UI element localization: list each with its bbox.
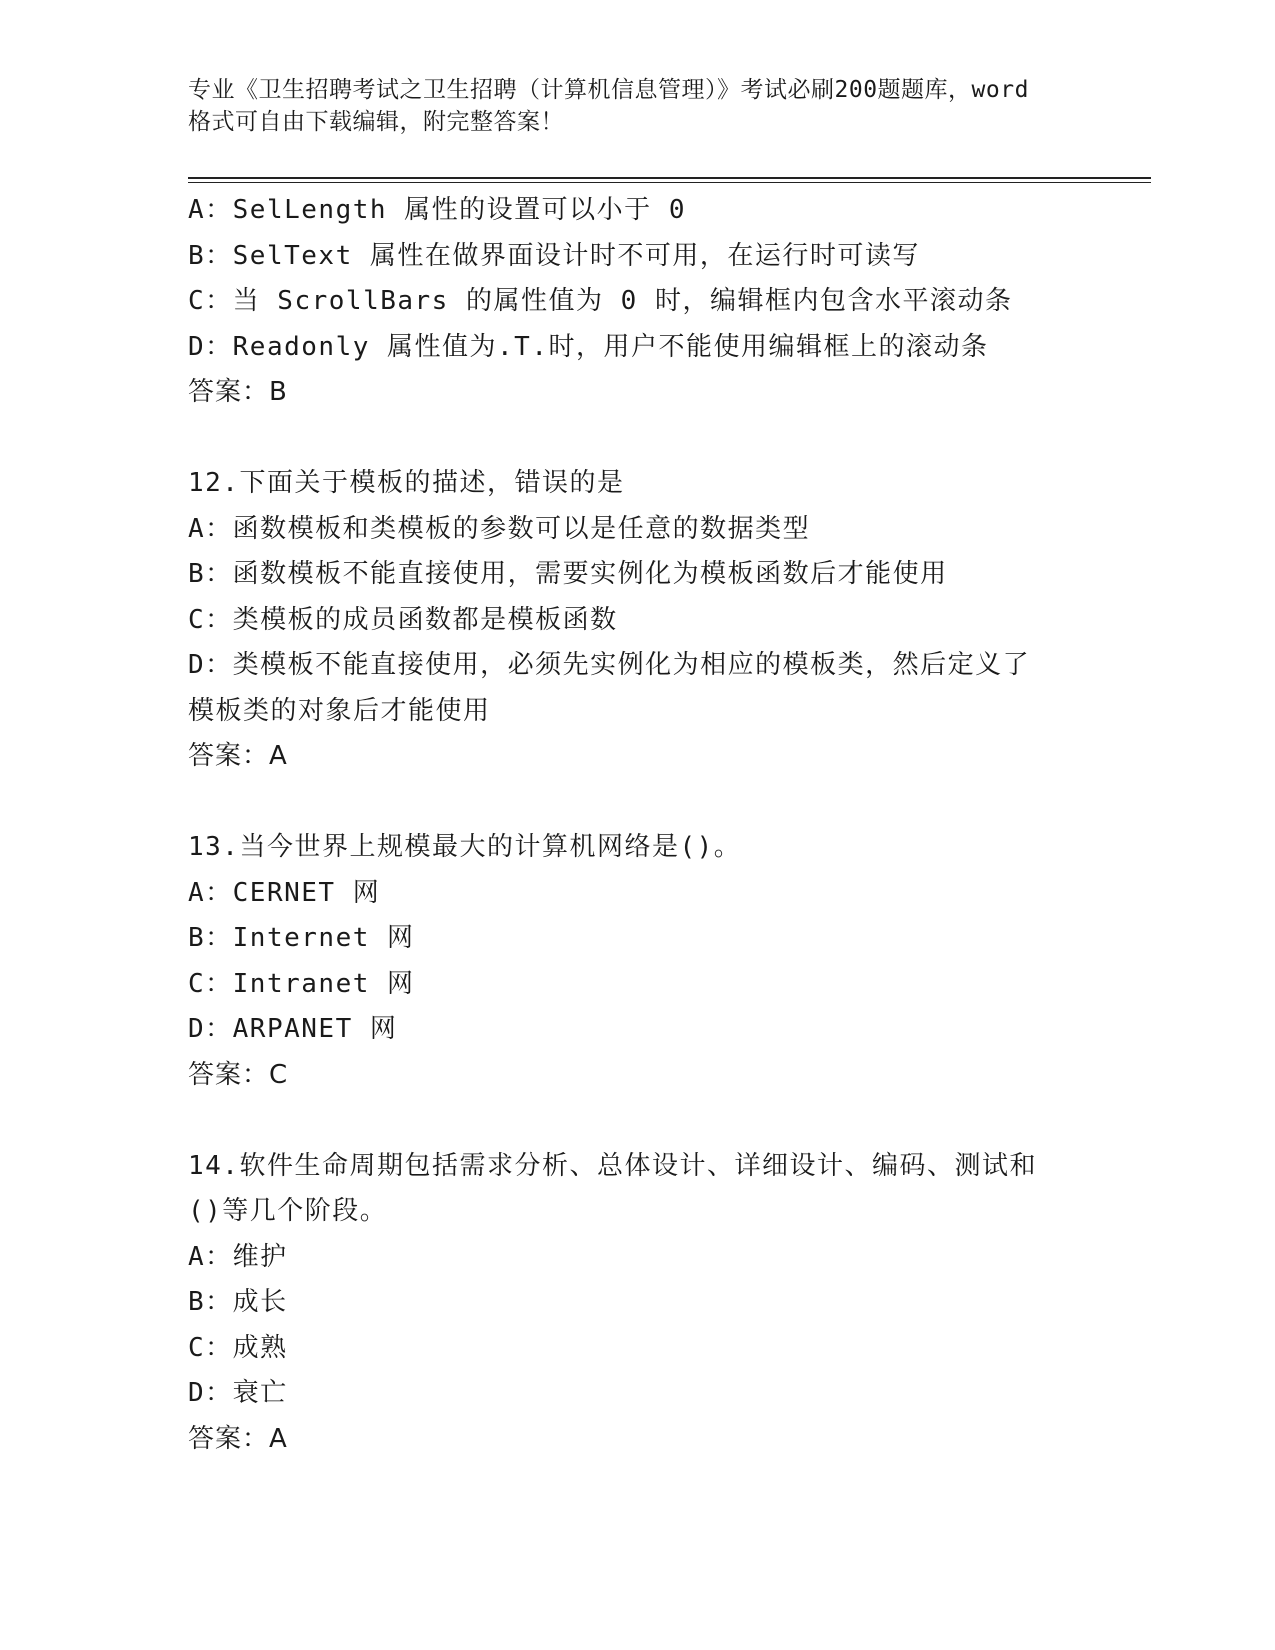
- option-d: D：Readonly 属性值为.T.时，用户不能使用编辑框上的滚动条: [188, 331, 989, 362]
- header-divider: [188, 177, 1151, 183]
- answer: 答案：B: [188, 377, 288, 407]
- option-c: C：成熟: [188, 1332, 288, 1363]
- option-c: C：类模板的成员函数都是模板函数: [188, 604, 618, 635]
- answer: 答案：A: [188, 741, 288, 771]
- spacer: [188, 1098, 1148, 1144]
- question-13: [188, 825, 1148, 1098]
- option-b: B：函数模板不能直接使用，需要实例化为模板函数后才能使用: [188, 559, 948, 589]
- option-c: C：当 ScrollBars 的属性值为 0 时，编辑框内包含水平滚动条: [188, 286, 1013, 316]
- option-d: D：ARPANET 网: [188, 1014, 398, 1044]
- header-title-line-2: 格式可自由下载编辑，附完整答案！: [188, 109, 564, 135]
- header-title-line-1: 专业《卫生招聘考试之卫生招聘（计算机信息管理）》考试必刷200题题库，word: [188, 77, 1029, 103]
- question-14: [188, 1144, 1148, 1463]
- option-b: B：成长: [188, 1287, 288, 1317]
- question-text: 12.下面关于模板的描述，错误的是: [188, 468, 625, 498]
- option-d: D：衰亡: [188, 1378, 288, 1408]
- question-11: [188, 188, 1148, 416]
- spacer: [188, 780, 1148, 826]
- question-text: 14.软件生命周期包括需求分析、总体设计、详细设计、编码、测试和: [188, 1150, 1037, 1181]
- question-text-continued: ()等几个阶段。: [188, 1196, 388, 1226]
- question-12: [188, 461, 1148, 780]
- document-header: [188, 74, 1088, 138]
- question-text: 13.当今世界上规模最大的计算机网络是()。: [188, 832, 742, 862]
- option-d: D：类模板不能直接使用，必须先实例化为相应的模板类，然后定义了: [188, 650, 1031, 680]
- option-a: A：函数模板和类模板的参数可以是任意的数据类型: [188, 513, 811, 544]
- option-a: A：CERNET 网: [188, 877, 381, 908]
- question-list: [188, 188, 1148, 1462]
- option-d-continued: 模板类的对象后才能使用: [188, 695, 491, 726]
- option-a: A：SelLength 属性的设置可以小于 0: [188, 195, 686, 225]
- spacer: [188, 416, 1148, 462]
- option-b: B：SelText 属性在做界面设计时不可用，在运行时可读写: [188, 240, 920, 271]
- option-b: B：Internet 网: [188, 923, 415, 953]
- answer: 答案：C: [188, 1059, 289, 1090]
- answer: 答案：A: [188, 1423, 288, 1454]
- option-a: A：维护: [188, 1241, 288, 1272]
- option-c: C：Intranet 网: [188, 968, 415, 999]
